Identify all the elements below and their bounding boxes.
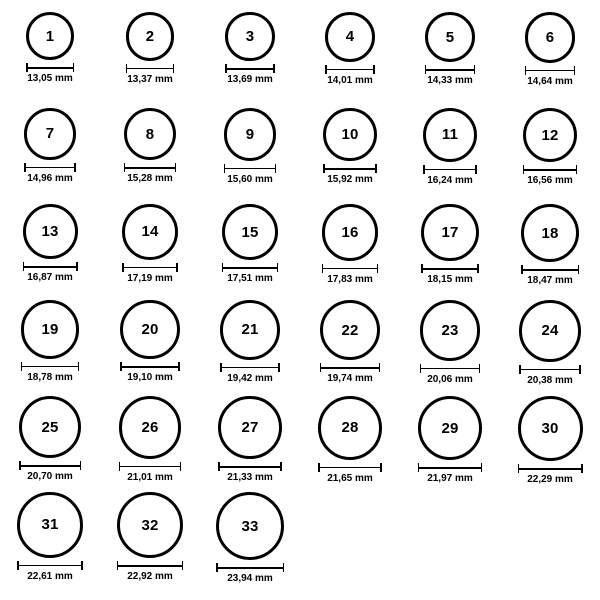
diameter-label: 20,70 mm [27,471,73,482]
diameter-dimension [521,265,579,286]
dimension-bar [23,266,78,268]
ring-circle [425,12,475,62]
diameter-label: 21,65 mm [327,472,373,484]
ring-cell [200,104,300,200]
ring-cell [100,200,200,296]
diameter-dimension [126,64,175,85]
dimension-bar [518,468,583,470]
dimension-bar [420,368,481,370]
ring-cell [0,8,100,104]
dimension-bar [421,268,478,270]
ring-cell [100,488,200,584]
ring-circle [17,492,83,558]
ring-circle [521,204,579,262]
ring-size-label: 7 [45,125,55,143]
dimension-line-icon [117,561,183,570]
dimension-line-icon [420,364,481,373]
dimension-line-icon [521,265,579,274]
ring-size-label: 25 [41,418,59,436]
ring-circle [318,396,382,460]
ring-cell [500,200,600,296]
dimension-bar [220,367,280,369]
dimension-line-icon [225,64,274,73]
diameter-label: 14,01 mm [327,74,373,86]
diameter-dimension [225,64,274,85]
dimension-line-icon [322,264,379,273]
dimension-line-icon [124,163,176,172]
ring-cell [400,8,500,104]
diameter-label: 17,19 mm [127,272,173,284]
diameter-dimension [220,363,280,384]
diameter-label: 17,51 mm [227,273,273,285]
dimension-line-icon [523,165,577,174]
ring-size-label: 26 [141,418,159,436]
dimension-line-icon [320,363,380,372]
dimension-bar [122,267,178,269]
ring-circle [224,108,277,161]
dimension-line-icon [423,165,477,174]
ring-cell [100,104,200,200]
ring-cell [0,296,100,392]
ring-cell [500,104,600,200]
ring-cell [200,8,300,104]
ring-size-label: 21 [241,321,259,339]
ring-size-label: 16 [341,223,359,241]
diameter-dimension [19,461,81,482]
ring-cell [400,392,500,488]
dimension-bar [225,68,274,70]
diameter-dimension [218,462,281,483]
dimension-bar [120,366,179,368]
diameter-label: 19,74 mm [327,373,373,385]
ring-circle [218,396,281,459]
ring-size-label: 32 [141,516,159,534]
dimension-line-icon [218,462,281,471]
diameter-dimension [21,362,80,383]
diameter-dimension [320,363,380,384]
ring-circle [420,300,481,361]
ring-size-label: 30 [541,420,559,437]
ring-size-label: 29 [441,419,459,437]
diameter-dimension [119,462,182,483]
dimension-bar [224,168,277,170]
dimension-line-icon [120,362,179,371]
dimension-line-icon [17,561,83,570]
diameter-dimension [26,63,74,84]
dimension-bar [322,268,379,270]
ring-cell [0,392,100,488]
diameter-dimension [23,262,78,283]
ring-circle [216,492,284,560]
ring-size-label: 11 [441,126,459,144]
dimension-line-icon [19,461,81,470]
diameter-label: 20,38 mm [527,374,573,386]
ring-circle [519,300,581,362]
diameter-dimension [318,463,382,484]
dimension-line-icon [126,64,175,73]
diameter-label: 23,94 mm [227,573,273,584]
diameter-dimension [421,264,478,285]
diameter-dimension [117,561,183,582]
dimension-bar [418,467,482,469]
dimension-bar [423,169,477,171]
dimension-bar [19,465,81,467]
diameter-label: 18,47 mm [527,275,573,286]
diameter-label: 22,29 mm [527,474,573,485]
ring-cell [100,392,200,488]
ring-cell [400,104,500,200]
ring-size-label: 6 [545,28,555,46]
diameter-dimension [24,163,76,184]
ring-circle [518,396,583,461]
diameter-label: 15,28 mm [127,173,173,185]
dimension-bar [24,167,76,169]
dimension-line-icon [222,263,278,272]
ring-circle [19,396,81,458]
ring-size-label: 17 [441,224,459,242]
ring-cell [300,392,400,488]
dimension-bar [17,565,83,567]
ring-circle [124,108,176,160]
diameter-dimension [325,65,375,86]
diameter-label: 16,56 mm [527,175,573,187]
ring-grid [0,8,600,584]
ring-cell [100,8,200,104]
diameter-label: 14,64 mm [527,75,573,87]
diameter-label: 15,92 mm [327,174,373,186]
ring-cell [400,200,500,296]
ring-cell [200,488,300,584]
ring-circle [117,492,183,558]
dimension-bar [325,69,375,71]
diameter-dimension [519,365,581,386]
diameter-dimension [423,165,477,186]
ring-circle [423,108,477,162]
ring-circle [222,204,278,260]
ring-cell [500,8,600,104]
ring-cell [0,488,100,584]
dimension-bar [523,169,577,171]
diameter-label: 22,61 mm [27,570,73,582]
ring-size-label: 9 [245,125,255,143]
ring-size-label: 8 [145,125,155,143]
ring-circle [322,204,379,261]
ring-size-label: 20 [141,321,159,339]
diameter-label: 21,01 mm [127,471,173,483]
dimension-line-icon [224,164,277,173]
dimension-bar [519,369,581,371]
ring-cell [300,104,400,200]
diameter-label: 21,97 mm [427,473,473,485]
diameter-dimension [518,464,583,485]
ring-size-label: 10 [341,126,359,144]
ring-size-label: 15 [241,223,259,241]
ring-size-label: 13 [41,223,59,240]
ring-cell [0,200,100,296]
dimension-bar [425,69,475,71]
diameter-label: 15,60 mm [227,173,273,185]
ring-circle [119,396,182,459]
dimension-line-icon [425,65,475,74]
diameter-label: 19,42 mm [227,372,273,384]
ring-cell [500,296,600,392]
ring-circle [225,12,274,61]
dimension-line-icon [418,463,482,472]
diameter-dimension [216,563,284,584]
diameter-label: 22,92 mm [127,571,173,583]
ring-size-label: 14 [141,223,159,241]
ring-circle [122,204,178,260]
ring-size-label: 3 [245,28,255,46]
ring-circle [418,396,482,460]
ring-circle [220,300,280,360]
dimension-line-icon [318,463,382,472]
ring-circle [23,204,78,259]
ring-size-label: 1 [45,27,55,45]
dimension-bar [216,567,284,569]
diameter-label: 20,06 mm [427,373,473,385]
ring-size-label: 19 [41,320,59,338]
diameter-dimension [17,561,83,582]
dimension-bar [218,466,281,468]
ring-circle [120,300,179,359]
diameter-label: 13,37 mm [127,73,173,85]
diameter-dimension [420,364,481,385]
dimension-line-icon [216,563,284,572]
ring-size-label: 18 [541,224,559,242]
ring-cell [0,104,100,200]
dimension-bar [525,70,576,72]
dimension-line-icon [119,462,182,471]
ring-size-label: 4 [345,28,355,46]
diameter-dimension [224,164,277,185]
ring-size-label: 33 [241,517,259,535]
diameter-label: 18,15 mm [427,274,473,286]
ring-size-label: 31 [41,516,59,534]
diameter-dimension [323,164,376,185]
dimension-bar [124,167,176,169]
diameter-label: 18,78 mm [27,371,73,383]
ring-size-label: 27 [241,419,259,437]
diameter-label: 14,96 mm [27,172,73,184]
dimension-bar [521,269,579,271]
ring-cell [500,392,600,488]
dimension-bar [21,366,80,368]
ring-size-label: 23 [441,321,459,339]
ring-circle [21,300,80,359]
diameter-label: 13,05 mm [27,73,73,84]
dimension-bar [318,467,382,469]
dimension-line-icon [519,365,581,374]
diameter-dimension [124,163,176,184]
diameter-label: 14,33 mm [427,75,473,87]
dimension-line-icon [518,464,583,473]
dimension-bar [119,466,182,468]
ring-cell [300,8,400,104]
diameter-dimension [122,263,178,284]
ring-circle [525,12,576,63]
ring-circle [421,204,478,261]
dimension-bar [126,68,175,70]
dimension-line-icon [220,363,280,372]
ring-cell [100,296,200,392]
dimension-line-icon [122,263,178,272]
dimension-bar [26,67,74,69]
ring-circle [24,108,76,160]
diameter-label: 17,83 mm [327,273,373,285]
diameter-dimension [523,165,577,186]
diameter-dimension [418,463,482,484]
diameter-label: 19,10 mm [127,372,173,384]
diameter-dimension [425,65,475,86]
diameter-label: 21,33 mm [227,472,273,484]
dimension-bar [117,565,183,567]
dimension-line-icon [21,362,80,371]
ring-cell [200,392,300,488]
ring-circle [325,12,375,62]
ring-size-label: 28 [341,419,359,437]
ring-cell [200,296,300,392]
dimension-line-icon [23,262,78,271]
ring-size-label: 22 [341,321,359,339]
dimension-line-icon [421,264,478,273]
dimension-bar [323,168,376,170]
dimension-bar [320,367,380,369]
dimension-line-icon [525,66,576,75]
diameter-label: 16,24 mm [427,174,473,186]
ring-size-label: 12 [541,126,559,144]
ring-circle [26,12,74,60]
dimension-line-icon [24,163,76,172]
ring-cell [400,296,500,392]
ring-circle [320,300,380,360]
ring-circle [523,108,577,162]
diameter-label: 13,69 mm [227,74,273,86]
diameter-label: 16,87 mm [27,272,73,283]
ring-size-label: 2 [145,27,155,45]
diameter-dimension [120,362,179,383]
dimension-line-icon [325,65,375,74]
dimension-line-icon [323,164,376,173]
diameter-dimension [322,264,379,285]
ring-cell [200,200,300,296]
dimension-bar [222,267,278,269]
ring-size-label: 24 [541,322,559,340]
ring-circle [126,12,175,61]
ring-circle [323,108,376,161]
diameter-dimension [525,66,576,87]
ring-cell [300,200,400,296]
diameter-dimension [222,263,278,284]
dimension-line-icon [26,63,74,72]
ring-size-label: 5 [445,28,455,46]
ring-cell [300,296,400,392]
